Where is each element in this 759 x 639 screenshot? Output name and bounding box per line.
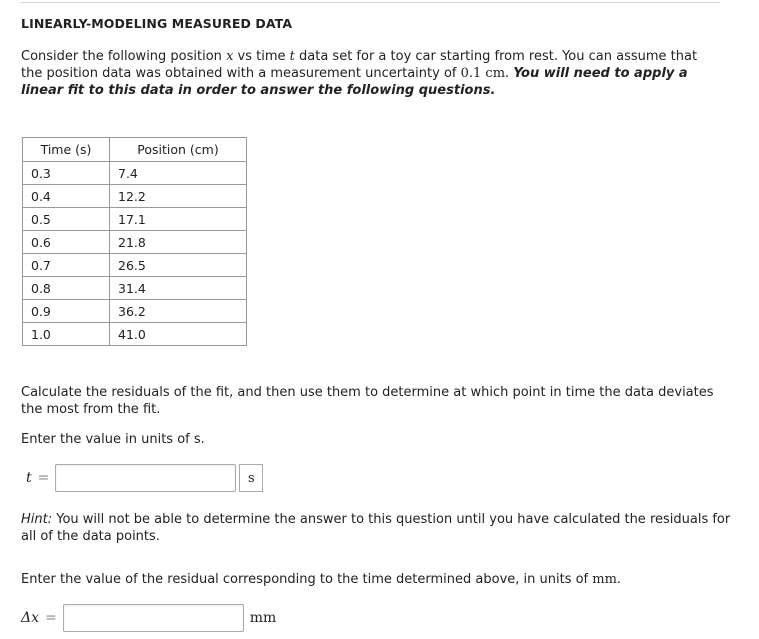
table-header-row <box>23 138 247 162</box>
intro-text-3: data set for a toy car starting from rest. You can assume that the position data was obtained with a measurement uncertainty of <box>21 49 698 81</box>
top-divider <box>20 2 720 3</box>
question-1-units-prompt: Enter the value in units of s. <box>21 432 205 447</box>
intro-text-4: . <box>505 66 514 81</box>
position-cell: 21.8 <box>110 231 247 254</box>
unit-s: s <box>239 464 263 492</box>
answer-row-dx <box>21 603 276 633</box>
table-row <box>23 323 247 346</box>
instruction-emphasis: You will need to apply a linear fit to this data in order to answer the following questions. <box>21 66 688 98</box>
intro-text-2: vs time <box>233 49 290 64</box>
problem-title: LINEARLY-MODELING MEASURED DATA <box>21 16 293 31</box>
position-cell: 26.5 <box>110 254 247 277</box>
table-row <box>23 254 247 277</box>
data-table <box>22 137 247 346</box>
table-row <box>23 162 247 185</box>
q2-prompt-unit: mm <box>592 572 617 587</box>
label-delta-x: Δx <box>21 610 40 626</box>
equals-sign: = <box>45 610 57 626</box>
question-2-units-prompt <box>21 572 621 587</box>
time-answer-input[interactable] <box>55 464 236 492</box>
q2-prompt-text: Enter the value of the residual corresponding to the time determined above, in units of <box>21 572 593 587</box>
q2-prompt-end: . <box>616 572 622 587</box>
position-cell: 7.4 <box>110 162 247 185</box>
uncertainty-value: 0.1 cm <box>460 66 506 81</box>
hint-label: Hint: <box>21 512 53 527</box>
time-cell: 0.7 <box>23 254 110 277</box>
time-cell: 0.4 <box>23 185 110 208</box>
position-cell: 17.1 <box>110 208 247 231</box>
question-1-text: Calculate the residuals of the fit, and then use them to determine at which point in time the data deviates the most from the fit. <box>21 385 714 417</box>
answer-row-t <box>26 462 263 494</box>
var-t: t <box>289 49 295 64</box>
position-cell: 31.4 <box>110 277 247 300</box>
table-row <box>23 300 247 323</box>
time-cell: 1.0 <box>23 323 110 346</box>
position-cell: 41.0 <box>110 323 247 346</box>
time-cell: 0.9 <box>23 300 110 323</box>
position-cell: 36.2 <box>110 300 247 323</box>
time-cell: 0.3 <box>23 162 110 185</box>
unit-mm: mm <box>249 610 277 626</box>
header-position: Position (cm) <box>110 138 247 162</box>
time-cell: 0.6 <box>23 231 110 254</box>
label-t: t <box>26 470 32 486</box>
header-time: Time (s) <box>23 138 110 162</box>
hint-body: You will not be able to determine the answer to this question until you have calculated the residuals for all of the data points. <box>21 512 731 544</box>
position-cell: 12.2 <box>110 185 247 208</box>
hint-text <box>21 511 731 545</box>
table-row <box>23 231 247 254</box>
problem-intro <box>21 48 721 99</box>
residual-answer-input[interactable] <box>63 604 244 632</box>
var-x: x <box>226 49 234 64</box>
table-row <box>23 185 247 208</box>
time-cell: 0.5 <box>23 208 110 231</box>
table-row <box>23 208 247 231</box>
table-row <box>23 277 247 300</box>
time-cell: 0.8 <box>23 277 110 300</box>
intro-text-1: Consider the following position <box>21 49 227 64</box>
equals-sign: = <box>37 470 50 486</box>
